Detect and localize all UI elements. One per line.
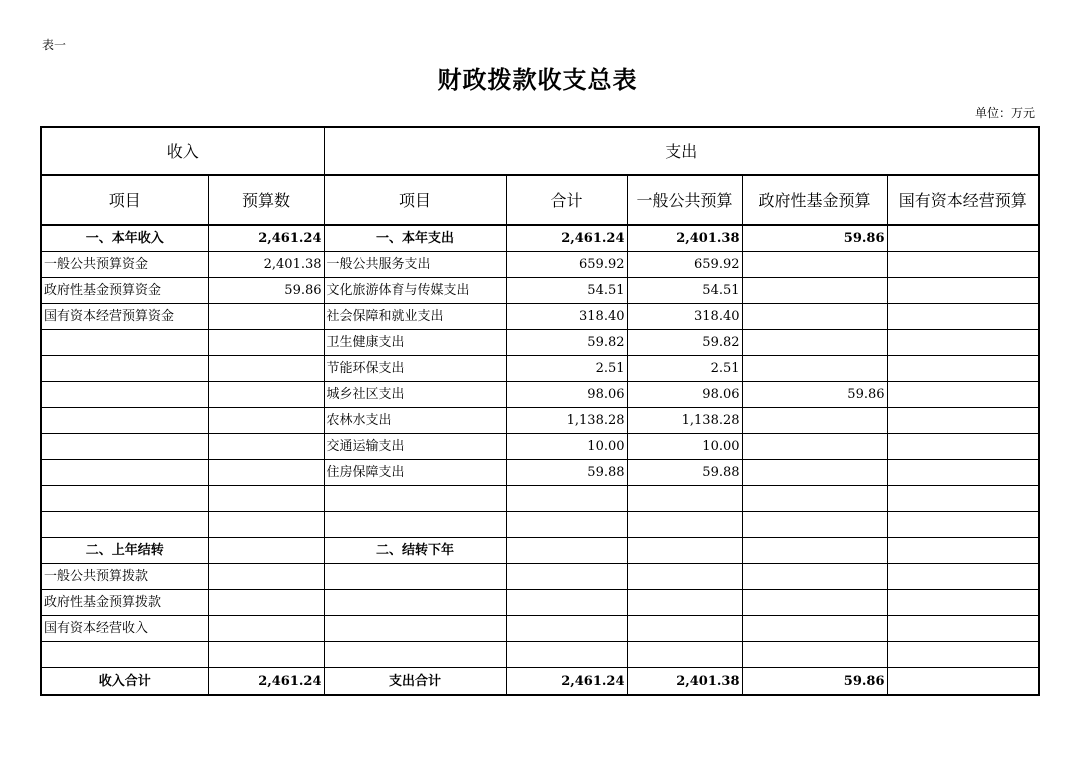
table-number: 表一 (42, 38, 67, 52)
income-amount-cell (208, 408, 324, 434)
fund-budget-cell (742, 304, 887, 330)
expense-total-cell (506, 642, 627, 668)
fund-budget-cell (742, 590, 887, 616)
income-amount-cell (208, 460, 324, 486)
table-row (41, 460, 1039, 486)
expense-total-cell: 2,461.24 (506, 668, 627, 696)
income-header: 收入 (41, 127, 324, 175)
budget-table (40, 126, 1040, 696)
fund-budget-cell (742, 434, 887, 460)
general-budget-cell: 10.00 (627, 434, 742, 460)
state-capital-cell (887, 538, 1039, 564)
col-total: 合计 (506, 175, 627, 225)
table-row (41, 564, 1039, 590)
general-budget-cell: 2,401.38 (627, 225, 742, 252)
fund-budget-cell (742, 252, 887, 278)
expense-item-cell (324, 512, 506, 538)
table-row (41, 538, 1039, 564)
expense-item-cell (324, 564, 506, 590)
fund-budget-cell (742, 486, 887, 512)
col-expense-item: 项目 (324, 175, 506, 225)
expense-item-cell: 节能环保支出 (324, 356, 506, 382)
expense-total-cell: 1,138.28 (506, 408, 627, 434)
general-budget-cell: 54.51 (627, 278, 742, 304)
table-row (41, 590, 1039, 616)
col-fund-budget: 政府性基金预算 (742, 175, 887, 225)
expense-total-cell (506, 486, 627, 512)
fund-budget-cell: 59.86 (742, 382, 887, 408)
table-row (41, 356, 1039, 382)
fund-budget-cell: 59.86 (742, 668, 887, 696)
unit-label: 单位：万元 (974, 106, 1035, 120)
general-budget-cell (627, 538, 742, 564)
income-amount-cell (208, 486, 324, 512)
expense-item-cell (324, 590, 506, 616)
general-budget-cell (627, 590, 742, 616)
income-amount-cell (208, 590, 324, 616)
general-budget-cell (627, 486, 742, 512)
table-row (41, 252, 1039, 278)
expense-item-cell: 交通运输支出 (324, 434, 506, 460)
state-capital-cell (887, 278, 1039, 304)
expense-item-cell: 住房保障支出 (324, 460, 506, 486)
expense-item-cell: 农林水支出 (324, 408, 506, 434)
col-income-item: 项目 (41, 175, 208, 225)
table-row (41, 304, 1039, 330)
state-capital-cell (887, 304, 1039, 330)
income-item-cell (41, 330, 208, 356)
total-row (41, 668, 1039, 696)
state-capital-cell (887, 252, 1039, 278)
expense-item-cell: 文化旅游体育与传媒支出 (324, 278, 506, 304)
expense-total-cell: 659.92 (506, 252, 627, 278)
state-capital-cell (887, 330, 1039, 356)
income-item-cell: 二、上年结转 (41, 538, 208, 564)
state-capital-cell (887, 460, 1039, 486)
income-item-cell (41, 434, 208, 460)
income-item-cell: 一、本年收入 (41, 225, 208, 252)
income-amount-cell (208, 304, 324, 330)
income-amount-cell (208, 642, 324, 668)
table-row (41, 408, 1039, 434)
income-amount-cell (208, 564, 324, 590)
expense-item-cell: 支出合计 (324, 668, 506, 696)
expense-header: 支出 (324, 127, 1039, 175)
state-capital-cell (887, 408, 1039, 434)
income-item-cell (41, 486, 208, 512)
fund-budget-cell (742, 512, 887, 538)
income-item-cell (41, 642, 208, 668)
general-budget-cell: 1,138.28 (627, 408, 742, 434)
fund-budget-cell (742, 330, 887, 356)
header-row-2 (41, 175, 1039, 225)
general-budget-cell (627, 642, 742, 668)
expense-total-cell: 10.00 (506, 434, 627, 460)
expense-item-cell: 二、结转下年 (324, 538, 506, 564)
table-row (41, 330, 1039, 356)
general-budget-cell: 318.40 (627, 304, 742, 330)
col-general-budget: 一般公共预算 (627, 175, 742, 225)
table-row (41, 225, 1039, 252)
general-budget-cell: 2.51 (627, 356, 742, 382)
table-row (41, 434, 1039, 460)
income-item-cell: 政府性基金预算拨款 (41, 590, 208, 616)
income-item-cell: 国有资本经营预算资金 (41, 304, 208, 330)
income-item-cell (41, 356, 208, 382)
general-budget-cell: 59.82 (627, 330, 742, 356)
fund-budget-cell (742, 278, 887, 304)
state-capital-cell (887, 434, 1039, 460)
income-amount-cell (208, 616, 324, 642)
income-amount-cell: 2,401.38 (208, 252, 324, 278)
expense-total-cell: 2.51 (506, 356, 627, 382)
general-budget-cell: 659.92 (627, 252, 742, 278)
header-row-1 (41, 127, 1039, 175)
general-budget-cell (627, 564, 742, 590)
expense-total-cell: 59.82 (506, 330, 627, 356)
fund-budget-cell (742, 538, 887, 564)
income-item-cell: 收入合计 (41, 668, 208, 696)
income-item-cell: 一般公共预算资金 (41, 252, 208, 278)
expense-total-cell (506, 616, 627, 642)
col-state-capital-budget: 国有资本经营预算 (887, 175, 1039, 225)
fund-budget-cell (742, 642, 887, 668)
table-row (41, 616, 1039, 642)
income-amount-cell (208, 538, 324, 564)
fund-budget-cell (742, 564, 887, 590)
fund-budget-cell (742, 460, 887, 486)
expense-item-cell (324, 486, 506, 512)
income-amount-cell (208, 356, 324, 382)
expense-item-cell: 城乡社区支出 (324, 382, 506, 408)
expense-total-cell: 318.40 (506, 304, 627, 330)
general-budget-cell (627, 616, 742, 642)
income-item-cell: 政府性基金预算资金 (41, 278, 208, 304)
expense-item-cell: 一、本年支出 (324, 225, 506, 252)
income-item-cell (41, 382, 208, 408)
income-item-cell: 国有资本经营收入 (41, 616, 208, 642)
state-capital-cell (887, 512, 1039, 538)
general-budget-cell (627, 512, 742, 538)
table-row (41, 278, 1039, 304)
general-budget-cell: 2,401.38 (627, 668, 742, 696)
fund-budget-cell: 59.86 (742, 225, 887, 252)
income-item-cell (41, 408, 208, 434)
state-capital-cell (887, 564, 1039, 590)
fund-budget-cell (742, 616, 887, 642)
expense-total-cell: 98.06 (506, 382, 627, 408)
expense-total-cell: 54.51 (506, 278, 627, 304)
expense-total-cell: 2,461.24 (506, 225, 627, 252)
income-amount-cell: 2,461.24 (208, 668, 324, 696)
expense-total-cell: 59.88 (506, 460, 627, 486)
state-capital-cell (887, 356, 1039, 382)
expense-item-cell (324, 616, 506, 642)
income-item-cell (41, 512, 208, 538)
state-capital-cell (887, 225, 1039, 252)
expense-total-cell (506, 590, 627, 616)
fund-budget-cell (742, 408, 887, 434)
expense-item-cell: 卫生健康支出 (324, 330, 506, 356)
state-capital-cell (887, 486, 1039, 512)
general-budget-cell: 59.88 (627, 460, 742, 486)
expense-item-cell: 社会保障和就业支出 (324, 304, 506, 330)
general-budget-cell: 98.06 (627, 382, 742, 408)
income-amount-cell: 59.86 (208, 278, 324, 304)
page-title: 财政拨款收支总表 (437, 65, 638, 94)
col-income-budget: 预算数 (208, 175, 324, 225)
expense-item-cell: 一般公共服务支出 (324, 252, 506, 278)
state-capital-cell (887, 668, 1039, 696)
state-capital-cell (887, 642, 1039, 668)
expense-total-cell (506, 564, 627, 590)
state-capital-cell (887, 616, 1039, 642)
table-row (41, 512, 1039, 538)
state-capital-cell (887, 590, 1039, 616)
income-amount-cell (208, 434, 324, 460)
table-row (41, 382, 1039, 408)
table-row (41, 486, 1039, 512)
expense-total-cell (506, 538, 627, 564)
income-item-cell (41, 460, 208, 486)
expense-total-cell (506, 512, 627, 538)
income-amount-cell (208, 330, 324, 356)
table-row (41, 642, 1039, 668)
income-amount-cell (208, 512, 324, 538)
income-item-cell: 一般公共预算拨款 (41, 564, 208, 590)
state-capital-cell (887, 382, 1039, 408)
income-amount-cell: 2,461.24 (208, 225, 324, 252)
expense-item-cell (324, 642, 506, 668)
fund-budget-cell (742, 356, 887, 382)
income-amount-cell (208, 382, 324, 408)
